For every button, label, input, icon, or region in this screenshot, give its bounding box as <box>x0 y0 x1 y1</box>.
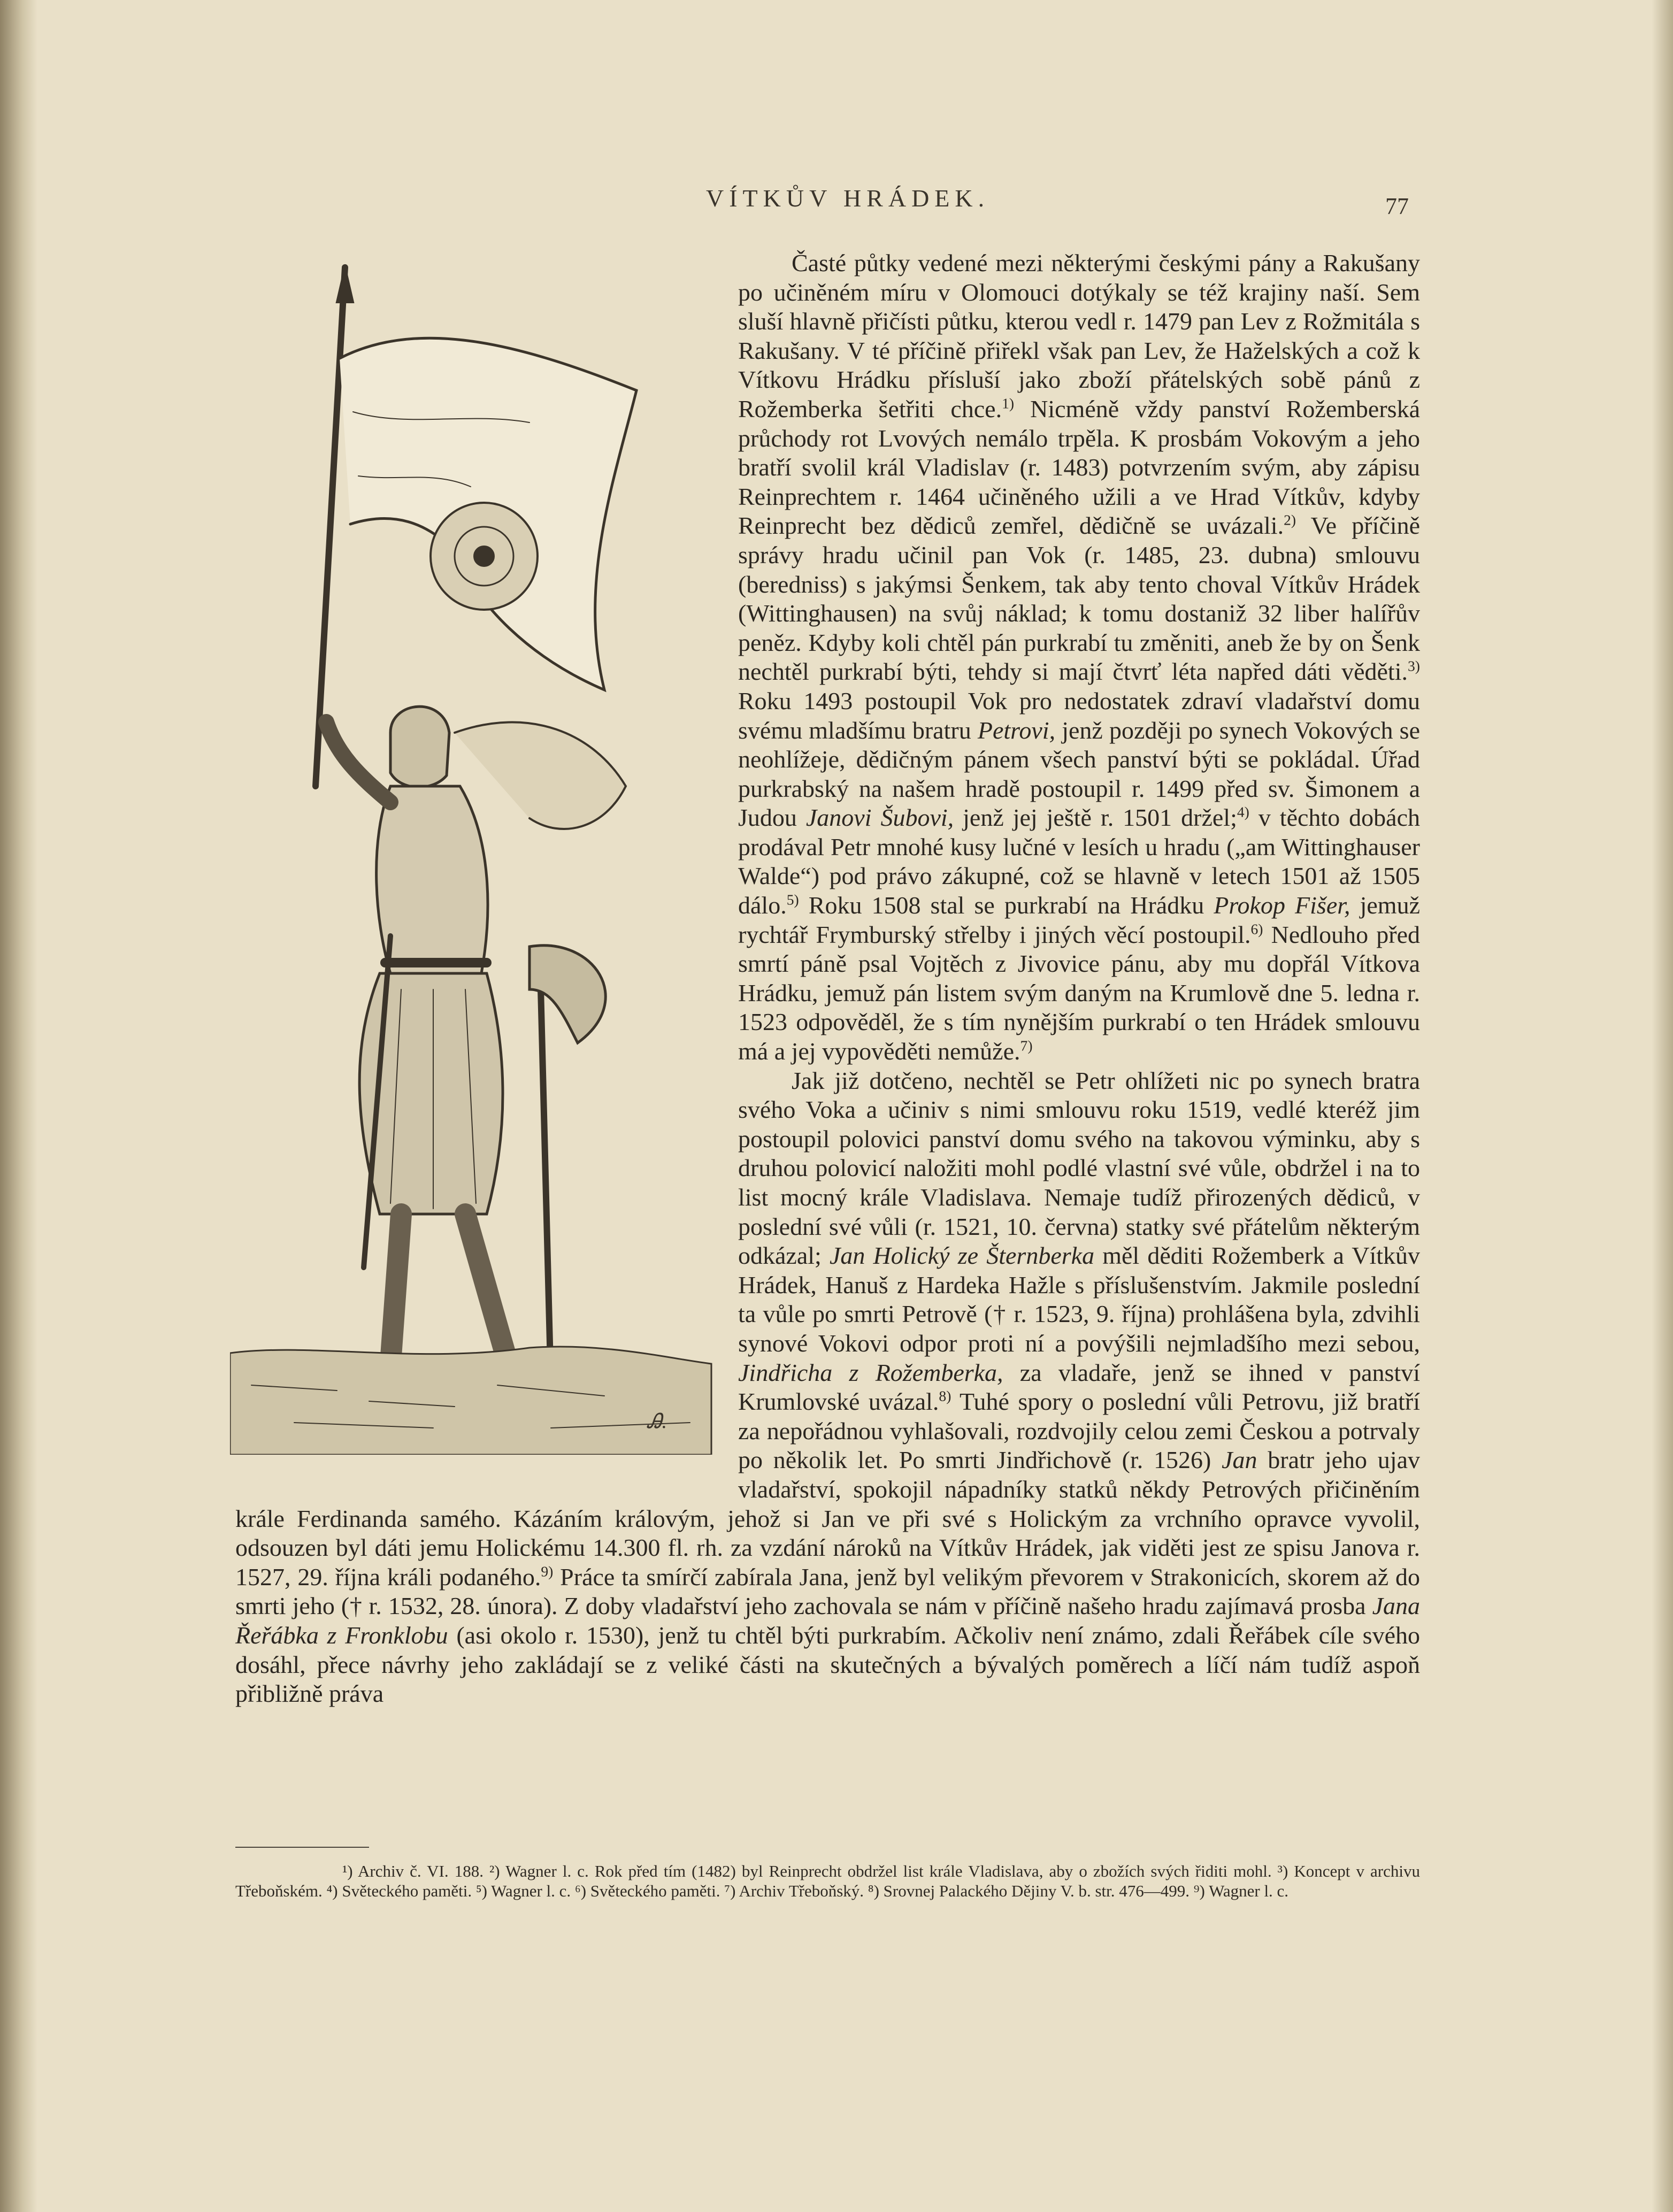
page-right-edge <box>1652 0 1673 2212</box>
page-binding-edge <box>0 0 37 2212</box>
footnote-ref: 7) <box>1020 1037 1033 1054</box>
footnote-ref: 6) <box>1250 920 1263 938</box>
footnote-ref: 4) <box>1237 803 1249 820</box>
footnote-ref: 2) <box>1284 512 1296 529</box>
paragraph-1: Časté půtky vedené mezi některými českými pány a Rakušany po učiněném míru v Olomouci dotýkaly se též krajiny naší. Sem sluší hlavně přičísti půtku, kterou vedl r. 1479 pan Lev z Rožmitála s Rakušany. V té příčině přiřekl však pan Lev, že Haželských a což k Vítkovu Hrádku přísluší jako zboží přátelských sobě pánů z Rožemberka šetřiti chce.$^{1)}$ Nicméně vždy panství Rožemberská průchody rot Lvových nemálo trpěla. K prosbám Vokovým a jeho bratří svolil král Vladislav (r. 1483) potvrzením svým, aby zápisu Reinprechtem r. 1464 učiněného užili a ve Hrad Vítkův, kdyby Reinprecht bez dědiců zemřel, dědičně se uvázali.$^{2)}$ Ve příčině správy hradu učinil pan Vok (r. 1485, 23. dubna) smlouvu (beredniss) s jakýmsi Šenkem, tak aby tento choval Vítkův Hrádek (Wittinghausen) na svůj náklad; k tomu dostaniž 32 liber halířův peněz. Kdyby koli chtěl pán purkrabí tu změniti, aneb že by on Šenk nechtěl purkrabí býti, tehdy si mají čtvrť léta napřed dáti věděti.$^{3)}$ Roku 1493 postoupil Vok pro nedostatek zdraví vladařství domu svému mladšímu bratru Petrovi, jenž později po synech Vokových se neohlížeje, dědičným pánem všech panství býti se pokládal. Úřad purkrabský na našem hradě postoupil r. 1499 před sv. Šimonem a Judou Janovi Šubovi, jenž jej ještě r. 1501 držel;$^{4)}$ v těchto dobách prodával Petr mnohé kusy lučné v lesích u hradu („am Wittinghauser Walde“) pod právo zákupné, což se hlavně v letech 1501 až 1505 dálo.$^{5)}$ Roku 1508 stal se purkrabí na Hrádku Prokop Fišer, jemuž rychtář Frymburský střelby i jiných věcí postoupil.$^{6)}$ Nedlouho před smrtí páně psal Vojtěch z Jivovice pánu, aby mu dopřál Vítkova Hrádku, jemuž pán listem svým daným na Krumlově dne 5. ledna r. 1523 odpověděl, že s tím nynějším purkrabí o ten Hrádek smlouvu má a jej vypověděti nemůže.$^{7)}$ <box>738 249 1420 1065</box>
artist-signature: Ꭿ. <box>647 1410 667 1433</box>
footnote-ref: 9) <box>541 1563 554 1580</box>
main-text <box>235 249 1420 1709</box>
footnote-ref: 3) <box>1408 657 1420 674</box>
footnotes: ¹) Archiv č. VI. 188. ²) Wagner l. c. Rok před tím (1482) byl Reinprecht obdržel list krále Vladislava, aby o zbožích svých řiditi mohl. ³) Koncept v archivu Třeboňském. ⁴) Světeckého paměti. ⁵) Wagner l. c. ⁶) Světeckého paměti. ⁷) Archiv Třeboňský. ⁸) Srovnej Palackého Dějiny V. b. str. 476—499. ⁹) Wagner l. c. <box>235 1862 1420 1900</box>
page-number: 77 <box>1385 193 1409 219</box>
figure-space <box>235 249 738 1500</box>
running-title: VÍTKŮV HRÁDEK. <box>706 185 990 212</box>
paragraph-2: Jak již dotčeno, nechtěl se Petr ohlížeti nic po synech bratra svého Voka a učiniv s nimi smlouvu roku 1519, vedlé kteréž jim postoupil polovici panství domu svého na takovou výminku, aby s druhou polovicí naložiti mohl podlé vlastní své vůle, obdržel i na to list mocný krále Vladislava. Nemaje tudíž přirozených dědiců, v poslední své vůli (r. 1521, 10. června) statky své přátelům některým odkázal; Jan Holický ze Šternberka měl děditi Rožemberk a Vítkův Hrádek, Hanuš z Hardeka Hažle s příslušenstvím. Jakmile poslední ta vůle po smrti Petrově († r. 1523, 9. října) prohlášena byla, zdvihli synové Vokovi odpor proti ní a povýšili nejmladšího mezi sebou, Jindřicha z Rožemberka, za vladaře, jenž se ihned v panství Krumlovské uvázal.$^{8)}$ Tuhé spory o poslední vůli Petrovu, již bratří za nepořádnou vyhlašovali, rozdvojily celou zemi Českou a potrvaly po několik let. Po smrti Jindřichově (r. 1526) Jan bratr jeho ujav vladařství, spokojil nápadníky statků někdy Petrových přičiněním krále Ferdinanda samého. Kázáním královým, jehož si Jan ve při své s Holickým za vrchního opravce vyvolil, odsouzen byl dáti jemu Holickému 14.300 fl. rh. za vzdání nároků na Vítkův Hrádek, jak viděti jest ze spisu Janova r. 1527, 29. října králi podaného.$^{9)}$ Práce ta smírčí zabírala Jana, jenž byl velikým převorem v Strakonicích, skorem až do smrti jeho († r. 1532, 28. února). Z doby vladařství jeho zachovala se nám v příčině našeho hradu zajímavá prosba Jana Řeřábka z Fronklobu (asi okolo r. 1530), jenž tu chtěl býti purkrabím. Ačkoliv není známo, zdali Řeřábek cíle svého dosáhl, přece návrhy jeho zakládají se z veliké části na skutečných a bývalých poměrech a líčí nám tudíž aspoň přibližně práva <box>235 1066 1421 1708</box>
footnote-ref: 8) <box>939 1387 951 1404</box>
footnote-divider <box>235 1847 369 1848</box>
footnote-ref: 1) <box>1002 395 1015 412</box>
footnote-ref: 5) <box>786 891 799 908</box>
